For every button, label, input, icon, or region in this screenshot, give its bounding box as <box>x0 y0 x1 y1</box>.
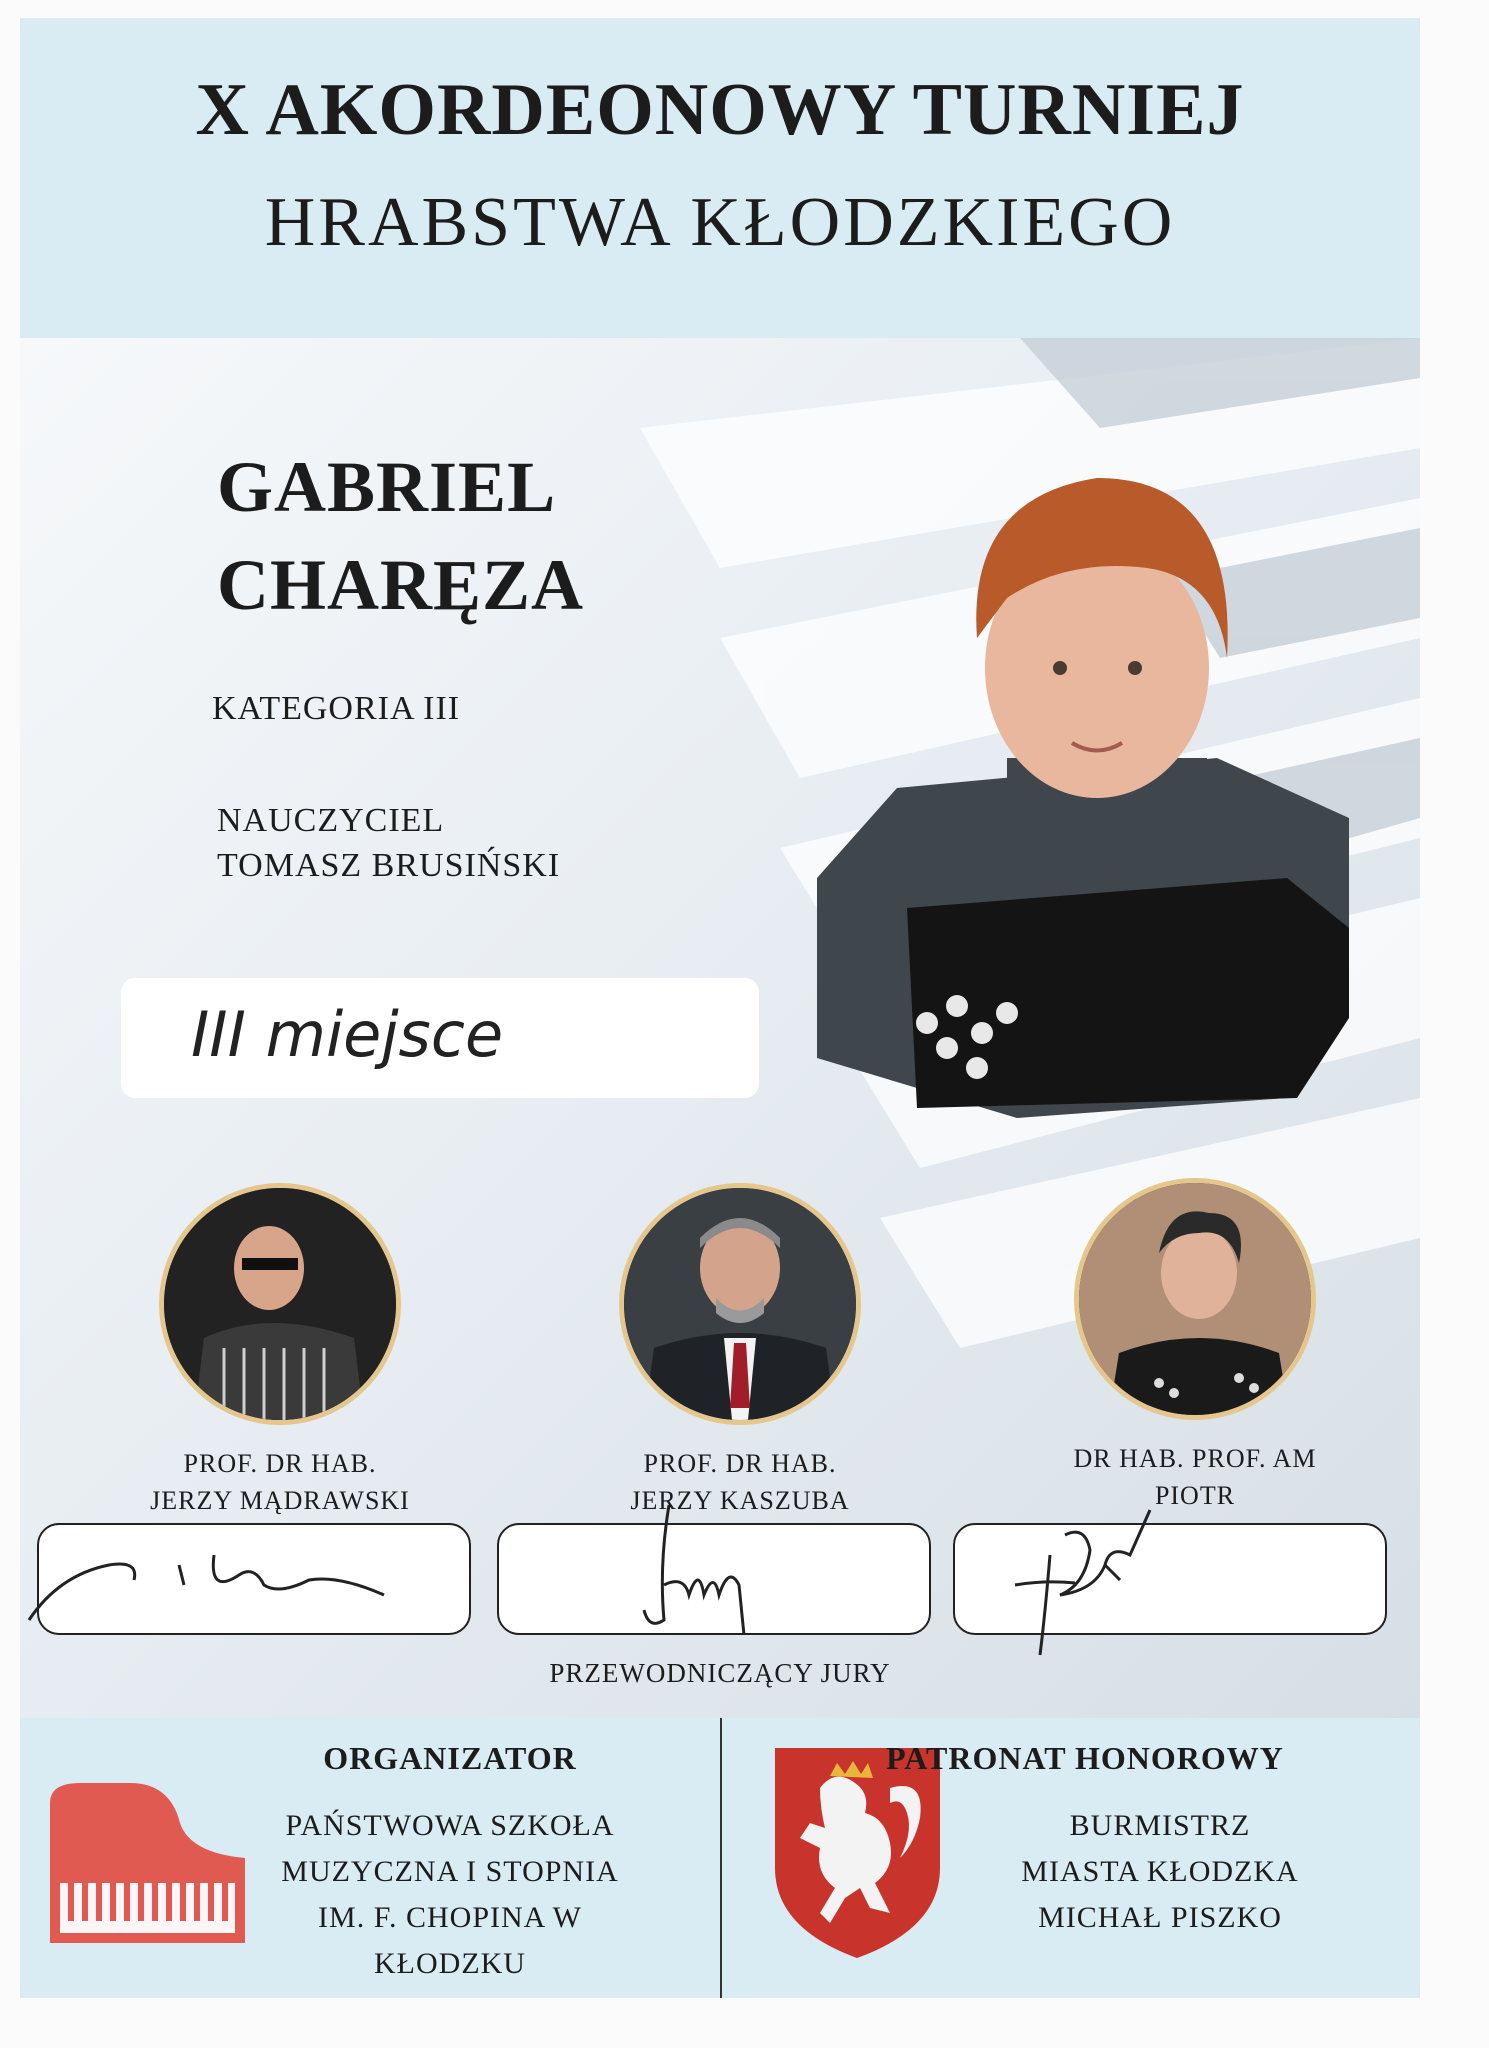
jury-member-3 <box>1060 1178 1330 1551</box>
jury-name-3: PIOTR <box>1154 1481 1236 1510</box>
jury-photo-2 <box>619 1183 861 1425</box>
patron-lines <box>990 1803 1330 1941</box>
signature-box-2 <box>497 1523 931 1635</box>
title-line-2: HRABSTWA KŁODZKIEGO <box>264 184 1176 261</box>
patron-line-3: MICHAŁ PISZKO <box>1038 1901 1282 1934</box>
jury-title-1: PROF. DR HAB. <box>183 1449 377 1478</box>
jury-title-3: DR HAB. PROF. AM <box>1073 1444 1317 1473</box>
signature-2 <box>499 1525 929 1633</box>
patron-line-1: BURMISTRZ <box>1069 1809 1251 1842</box>
place-field <box>121 978 759 1098</box>
teacher-label: NAUCZYCIEL <box>217 802 445 839</box>
footer-band <box>20 1718 1420 1998</box>
participant-photo <box>817 458 1349 1118</box>
jury-photo-1 <box>159 1183 401 1425</box>
jury-chair-label: PRZEWODNICZĄCY JURY <box>549 1658 891 1688</box>
certificate-sheet <box>20 18 1420 1998</box>
jury-title-2: PROF. DR HAB. <box>643 1449 837 1478</box>
signature-box-1 <box>37 1523 471 1635</box>
teacher-block <box>217 798 560 888</box>
jury-label-1 <box>145 1445 415 1519</box>
first-name: GABRIEL <box>217 447 557 527</box>
signature-1 <box>39 1525 469 1633</box>
jury-member-2 <box>605 1183 875 1519</box>
title-line-1: X AKORDEONOWY TURNIEJ <box>195 69 1245 151</box>
signature-3 <box>955 1525 1385 1633</box>
category: KATEGORIA III <box>212 690 461 727</box>
organizer-title: ORGANIZATOR <box>323 1740 577 1776</box>
participant-name <box>217 438 584 634</box>
piano-logo-icon <box>50 1783 245 1943</box>
organizer-line-1: PAŃSTWOWA SZKOŁA <box>285 1809 615 1842</box>
jury-name-2: JERZY KASZUBA <box>630 1486 850 1515</box>
teacher-name: TOMASZ BRUSIŃSKI <box>217 847 561 884</box>
organizer-line-3: IM. F. CHOPINA W KŁODZKU <box>318 1901 582 1980</box>
jury-photo-3 <box>1074 1178 1316 1420</box>
organizer-lines <box>240 1803 660 1987</box>
patron-title: PATRONAT HONOROWY <box>886 1740 1284 1776</box>
footer-divider <box>720 1718 722 1998</box>
organizer-line-2: MUZYCZNA I STOPNIA <box>281 1855 619 1888</box>
jury-label-2 <box>605 1445 875 1519</box>
lion-shield-icon <box>775 1748 940 1958</box>
jury-name-1: JERZY MĄDRAWSKI <box>150 1486 410 1515</box>
last-name: CHARĘZA <box>217 545 585 625</box>
header-band <box>20 18 1420 338</box>
patron-line-2: MIASTA KŁODZKA <box>1021 1855 1299 1888</box>
place-handwritten: III miejsce <box>191 998 504 1071</box>
jury-member-1 <box>145 1183 415 1519</box>
signature-box-3 <box>953 1523 1387 1635</box>
